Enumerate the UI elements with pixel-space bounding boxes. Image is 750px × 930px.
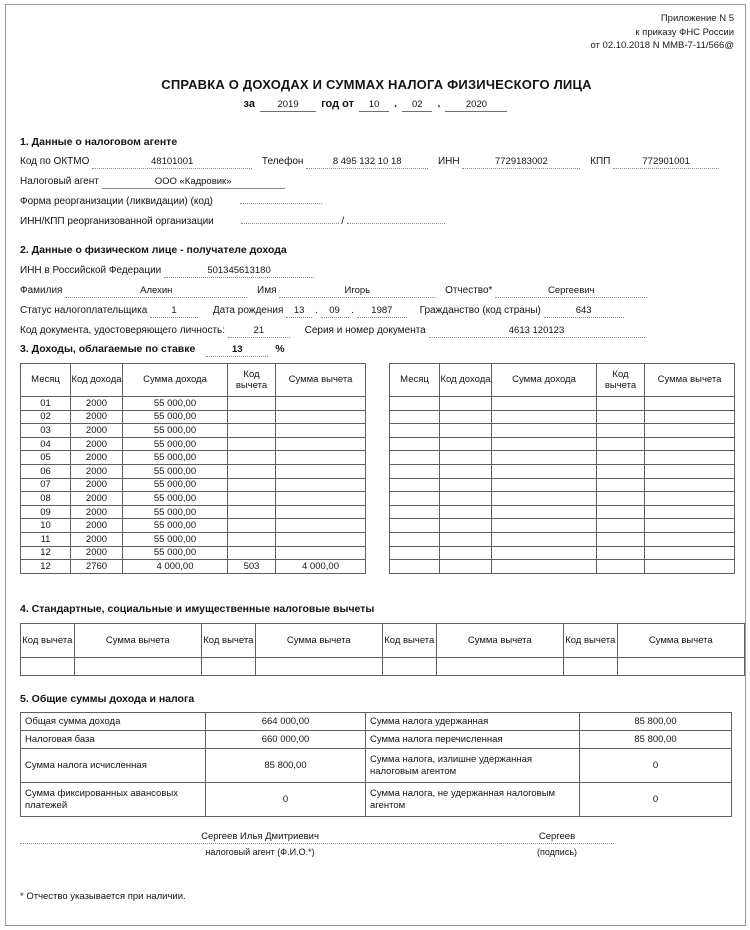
column-header-deduction-sum-3: Сумма вычета	[436, 624, 563, 658]
cell-income-code[interactable]: 2000	[71, 410, 123, 424]
cell-month[interactable]	[390, 410, 440, 424]
cell-income-code[interactable]	[440, 546, 492, 560]
table-row[interactable]	[390, 410, 735, 424]
table-row[interactable]	[21, 713, 732, 731]
cell-deduction-sum[interactable]	[276, 505, 366, 519]
table-row[interactable]	[390, 424, 735, 438]
cell-month[interactable]: 02	[21, 410, 71, 424]
cell-income-sum[interactable]	[492, 505, 597, 519]
total-label-tax-not-withheld: Сумма налога, не удержанная налоговым агентом	[366, 783, 580, 817]
cell-deduction-code[interactable]	[597, 492, 645, 506]
total-label-tax-withheld: Сумма налога удержанная	[366, 713, 580, 731]
signature-field[interactable]: Сергеев	[500, 831, 614, 844]
signature-caption: (подпись)	[536, 847, 578, 857]
total-value-tax-withheld[interactable]: 85 800,00	[580, 713, 732, 731]
cell-income-code[interactable]	[440, 397, 492, 411]
cell-month[interactable]	[390, 437, 440, 451]
reorg-inn-field[interactable]	[241, 222, 339, 224]
birth-date-label: Дата рождения	[212, 305, 284, 316]
cell-income-code[interactable]	[440, 437, 492, 451]
year-field[interactable]: 2019	[260, 99, 316, 112]
section-2-row-3	[20, 305, 624, 318]
total-label-tax-transferred: Сумма налога перечисленная	[366, 731, 580, 749]
cell-income-sum[interactable]	[492, 451, 597, 465]
cell-income-code[interactable]: 2000	[71, 505, 123, 519]
cell-income-code[interactable]: 2000	[71, 492, 123, 506]
reorg-inn-kpp-label: ИНН/КПП реорганизованной организации	[20, 216, 214, 227]
cell-deduction-sum[interactable]	[645, 532, 735, 546]
cell-deduction-code[interactable]	[228, 478, 276, 492]
oktmo-field[interactable]: 48101001	[92, 156, 252, 169]
document-title: СПРАВКА О ДОХОДАХ И СУММАХ НАЛОГА ФИЗИЧЕСКОГО ЛИЦА	[161, 77, 592, 92]
document-reference-line-3: от 02.10.2018 N ММВ-7-11/566@	[590, 40, 734, 51]
cell-deduction-sum[interactable]	[645, 451, 735, 465]
total-value-tax-not-withheld[interactable]: 0	[580, 783, 732, 817]
column-header-deduction-code: Код вычета	[228, 364, 276, 397]
za-label: за	[243, 98, 255, 110]
cell-month[interactable]: 12	[21, 560, 71, 574]
document-number-label: Серия и номер документа	[304, 325, 426, 336]
cell-income-sum[interactable]: 55 000,00	[123, 505, 228, 519]
cell-income-sum[interactable]: 55 000,00	[123, 532, 228, 546]
total-value-tax-transferred[interactable]: 85 800,00	[580, 731, 732, 749]
birth-year-field[interactable]: 1987	[357, 305, 407, 318]
cell-income-sum[interactable]	[492, 560, 597, 574]
table-row[interactable]	[390, 464, 735, 478]
document-code-field[interactable]: 21	[228, 325, 290, 338]
income-table-left	[20, 363, 366, 574]
table-row[interactable]	[21, 731, 732, 749]
column-header-deduction-sum-2: Сумма вычета	[255, 624, 382, 658]
table-row[interactable]	[390, 532, 735, 546]
section-3-heading	[20, 343, 285, 357]
citizenship-field[interactable]: 643	[544, 305, 624, 318]
deductions-table-body	[21, 658, 745, 676]
cell-deduction-sum[interactable]	[645, 546, 735, 560]
cell-month[interactable]: 08	[21, 492, 71, 506]
cell-income-code[interactable]: 2000	[71, 397, 123, 411]
section-2-heading: 2. Данные о физическом лице - получателе дохода	[20, 244, 287, 256]
cell-deduction-sum-1[interactable]	[74, 658, 201, 676]
table-row[interactable]	[21, 532, 366, 546]
column-header-deduction-code-2: Код вычета	[201, 624, 255, 658]
cell-month[interactable]	[390, 546, 440, 560]
patronymic-field[interactable]: Сергеевич	[495, 285, 647, 298]
column-header-deduction-code-3: Код вычета	[382, 624, 436, 658]
cell-deduction-sum[interactable]	[645, 505, 735, 519]
cell-income-code[interactable]	[440, 519, 492, 533]
cell-deduction-code[interactable]	[228, 464, 276, 478]
column-header-month: Месяц	[21, 364, 71, 397]
column-header-income-sum: Сумма дохода	[123, 364, 228, 397]
cell-deduction-sum[interactable]	[276, 437, 366, 451]
column-header-deduction-sum-4: Сумма вычета	[617, 624, 744, 658]
reorg-slash: /	[341, 216, 345, 227]
table-row[interactable]	[21, 505, 366, 519]
kpp-label: КПП	[590, 156, 611, 167]
phone-field[interactable]: 8 495 132 10 18	[306, 156, 428, 169]
date-day-field[interactable]: 10	[359, 99, 389, 112]
document-period-line	[6, 98, 747, 112]
table-header-row	[21, 624, 745, 658]
cell-month[interactable]	[390, 397, 440, 411]
cell-deduction-code[interactable]: 503	[228, 560, 276, 574]
cell-income-code[interactable]: 2000	[71, 519, 123, 533]
document-number-field[interactable]: 4613 120123	[429, 325, 645, 338]
date-sep-2: .	[437, 98, 441, 110]
section-3-heading-text: 3. Доходы, облагаемые по ставке	[20, 343, 196, 355]
column-header-deduction-code-4: Код вычета	[563, 624, 617, 658]
document-page	[5, 4, 746, 926]
totals-table-body	[21, 713, 732, 817]
cell-deduction-code[interactable]	[228, 451, 276, 465]
cell-deduction-sum-2[interactable]	[255, 658, 382, 676]
cell-income-sum[interactable]: 4 000,00	[123, 560, 228, 574]
cell-month[interactable]: 03	[21, 424, 71, 438]
cell-deduction-code[interactable]	[597, 424, 645, 438]
cell-deduction-sum[interactable]	[276, 410, 366, 424]
table-row[interactable]	[21, 492, 366, 506]
cell-deduction-code[interactable]	[228, 505, 276, 519]
cell-month[interactable]: 10	[21, 519, 71, 533]
cell-income-sum[interactable]: 55 000,00	[123, 451, 228, 465]
cell-month[interactable]	[390, 505, 440, 519]
cell-income-sum[interactable]	[492, 546, 597, 560]
birth-day-field[interactable]: 13	[286, 305, 312, 318]
birth-month-field[interactable]: 09	[321, 305, 349, 318]
table-row[interactable]	[21, 464, 366, 478]
table-header-row	[21, 364, 366, 397]
cell-income-code[interactable]: 2000	[71, 464, 123, 478]
inn-field[interactable]: 7729183002	[462, 156, 580, 169]
inn-rf-field[interactable]: 501345613180	[164, 265, 314, 278]
column-header-deduction-sum: Сумма вычета	[645, 364, 735, 397]
cell-deduction-code[interactable]	[228, 397, 276, 411]
cell-deduction-code[interactable]	[228, 410, 276, 424]
cell-month[interactable]	[390, 492, 440, 506]
total-value-tax-overwithheld[interactable]: 0	[580, 749, 732, 783]
cell-month[interactable]: 11	[21, 532, 71, 546]
table-row[interactable]	[21, 478, 366, 492]
section-2-row-4	[20, 325, 645, 338]
cell-deduction-code[interactable]	[597, 437, 645, 451]
cell-deduction-sum[interactable]	[276, 397, 366, 411]
section-4-heading: 4. Стандартные, социальные и имущественные налоговые вычеты	[20, 603, 375, 615]
cell-income-sum[interactable]: 55 000,00	[123, 519, 228, 533]
cell-income-sum[interactable]: 55 000,00	[123, 424, 228, 438]
table-header-row	[390, 364, 735, 397]
cell-deduction-sum[interactable]	[645, 492, 735, 506]
cell-deduction-code[interactable]	[228, 546, 276, 560]
section-1-row-3	[20, 196, 322, 207]
cell-deduction-sum[interactable]	[276, 424, 366, 438]
document-reference-line-2: к приказу ФНС России	[635, 26, 734, 38]
cell-deduction-code[interactable]	[597, 410, 645, 424]
cell-income-sum[interactable]: 55 000,00	[123, 492, 228, 506]
cell-deduction-code[interactable]	[597, 532, 645, 546]
reorg-kpp-field[interactable]	[347, 222, 445, 224]
cell-deduction-code-1[interactable]	[21, 658, 75, 676]
total-label-fixed-advance: Сумма фиксированных авансовых платежей	[21, 783, 206, 817]
cell-income-code[interactable]: 2000	[71, 478, 123, 492]
cell-month[interactable]	[390, 478, 440, 492]
tax-agent-field[interactable]: ООО «Кадровик»	[102, 176, 285, 189]
table-row[interactable]	[21, 410, 366, 424]
cell-deduction-sum[interactable]	[276, 464, 366, 478]
totals-table	[20, 712, 732, 817]
document-code-label: Код документа, удостоверяющего личность:	[20, 325, 226, 336]
cell-income-code[interactable]: 2000	[71, 451, 123, 465]
document-reference	[590, 12, 734, 53]
cell-deduction-code[interactable]	[228, 437, 276, 451]
column-header-income-code: Код дохода	[440, 364, 492, 397]
total-value-tax-base[interactable]: 660 000,00	[206, 731, 366, 749]
cell-income-sum[interactable]: 55 000,00	[123, 478, 228, 492]
cell-deduction-code[interactable]	[597, 546, 645, 560]
cell-deduction-code[interactable]	[597, 519, 645, 533]
cell-month[interactable]	[390, 451, 440, 465]
firstname-field[interactable]: Игорь	[279, 285, 435, 298]
cell-income-sum[interactable]: 55 000,00	[123, 546, 228, 560]
table-row[interactable]	[21, 546, 366, 560]
cell-income-code[interactable]: 2000	[71, 424, 123, 438]
reorg-form-field[interactable]	[240, 202, 322, 204]
column-header-month: Месяц	[390, 364, 440, 397]
cell-income-code[interactable]	[440, 492, 492, 506]
cell-deduction-sum[interactable]: 4 000,00	[276, 560, 366, 574]
cell-income-sum[interactable]	[492, 532, 597, 546]
cell-income-sum[interactable]	[492, 424, 597, 438]
cell-income-sum[interactable]	[492, 492, 597, 506]
firstname-label: Имя	[257, 285, 277, 296]
tax-rate-field[interactable]: 13	[206, 344, 268, 357]
table-row[interactable]	[21, 424, 366, 438]
table-row[interactable]	[21, 451, 366, 465]
cell-income-sum[interactable]: 55 000,00	[123, 397, 228, 411]
cell-income-code[interactable]	[440, 424, 492, 438]
cell-deduction-code[interactable]	[228, 492, 276, 506]
birth-sep-2: .	[351, 305, 355, 316]
cell-income-code[interactable]: 2000	[71, 546, 123, 560]
cell-deduction-code[interactable]	[597, 505, 645, 519]
total-value-tax-calculated[interactable]: 85 800,00	[206, 749, 366, 783]
total-label-tax-calculated: Сумма налога исчисленная	[21, 749, 206, 783]
cell-income-sum[interactable]: 55 000,00	[123, 437, 228, 451]
cell-deduction-code-2[interactable]	[201, 658, 255, 676]
cell-income-sum[interactable]: 55 000,00	[123, 464, 228, 478]
table-row[interactable]	[390, 560, 735, 574]
date-month-field[interactable]: 02	[402, 99, 432, 112]
cell-income-sum[interactable]: 55 000,00	[123, 410, 228, 424]
lastname-label: Фамилия	[20, 285, 63, 296]
cell-income-code[interactable]	[440, 478, 492, 492]
income-table-right	[389, 363, 735, 574]
column-header-deduction-code-1: Код вычета	[21, 624, 75, 658]
cell-month[interactable]: 06	[21, 464, 71, 478]
table-row[interactable]	[390, 519, 735, 533]
table-row[interactable]	[390, 397, 735, 411]
cell-income-code[interactable]	[440, 560, 492, 574]
footnote: * Отчество указывается при наличии.	[20, 891, 186, 902]
table-row[interactable]	[390, 437, 735, 451]
cell-month[interactable]	[390, 424, 440, 438]
reorg-form-label: Форма реорганизации (ликвидации) (код)	[20, 196, 213, 207]
cell-deduction-sum[interactable]	[645, 437, 735, 451]
cell-deduction-sum[interactable]	[276, 532, 366, 546]
cell-month[interactable]: 05	[21, 451, 71, 465]
cell-deduction-sum[interactable]	[645, 424, 735, 438]
section-1-row-1	[20, 156, 719, 169]
section-1-row-4	[20, 216, 445, 227]
cell-month[interactable]: 09	[21, 505, 71, 519]
table-row[interactable]	[390, 546, 735, 560]
cell-income-sum[interactable]	[492, 478, 597, 492]
cell-deduction-code[interactable]	[597, 451, 645, 465]
total-value-income[interactable]: 664 000,00	[206, 713, 366, 731]
cell-deduction-sum[interactable]	[276, 546, 366, 560]
cell-deduction-sum[interactable]	[645, 464, 735, 478]
table-row[interactable]	[21, 560, 366, 574]
lastname-field[interactable]: Алехин	[65, 285, 247, 298]
god-ot-label: год от	[321, 98, 355, 110]
table-row[interactable]	[390, 451, 735, 465]
total-label-tax-base: Налоговая база	[21, 731, 206, 749]
table-row[interactable]	[21, 749, 732, 783]
cell-deduction-code[interactable]	[597, 397, 645, 411]
birth-sep-1: .	[314, 305, 318, 316]
table-row[interactable]	[21, 397, 366, 411]
kpp-field[interactable]: 772901001	[613, 156, 719, 169]
table-row[interactable]	[21, 437, 366, 451]
cell-deduction-code[interactable]	[597, 464, 645, 478]
cell-deduction-sum[interactable]	[276, 451, 366, 465]
cell-deduction-code[interactable]	[228, 424, 276, 438]
patronymic-label: Отчество*	[445, 285, 493, 296]
cell-deduction-sum-4[interactable]	[617, 658, 744, 676]
cell-income-sum[interactable]	[492, 410, 597, 424]
date-sep-1: .	[394, 98, 398, 110]
cell-income-code[interactable]: 2000	[71, 437, 123, 451]
cell-income-code[interactable]	[440, 464, 492, 478]
total-label-income: Общая сумма дохода	[21, 713, 206, 731]
inn-rf-label: ИНН в Российской Федерации	[20, 265, 162, 276]
cell-month[interactable]	[390, 560, 440, 574]
table-row[interactable]	[21, 519, 366, 533]
cell-deduction-sum[interactable]	[276, 478, 366, 492]
citizenship-label: Гражданство (код страны)	[419, 305, 541, 316]
section-1-row-2	[20, 176, 285, 189]
cell-month[interactable]	[390, 519, 440, 533]
total-value-fixed-advance[interactable]: 0	[206, 783, 366, 817]
cell-income-code[interactable]	[440, 410, 492, 424]
cell-month[interactable]	[390, 532, 440, 546]
tax-agent-label: Налоговый агент	[20, 176, 99, 187]
cell-income-code[interactable]	[440, 532, 492, 546]
cell-income-code[interactable]	[440, 451, 492, 465]
cell-income-sum[interactable]	[492, 464, 597, 478]
percent-sign: %	[275, 343, 285, 355]
income-table-right-body	[390, 397, 735, 574]
cell-income-sum[interactable]	[492, 397, 597, 411]
table-row[interactable]	[21, 783, 732, 817]
cell-deduction-sum[interactable]	[645, 519, 735, 533]
section-1-heading: 1. Данные о налоговом агенте	[20, 136, 178, 148]
cell-month[interactable]: 07	[21, 478, 71, 492]
phone-label: Телефон	[261, 156, 304, 167]
section-2-row-2	[20, 285, 647, 298]
table-row[interactable]	[21, 658, 745, 676]
cell-deduction-sum[interactable]	[645, 397, 735, 411]
cell-deduction-sum[interactable]	[645, 560, 735, 574]
income-table-left-body	[21, 397, 366, 574]
cell-month[interactable]: 01	[21, 397, 71, 411]
cell-deduction-code[interactable]	[597, 478, 645, 492]
section-5-heading: 5. Общие суммы дохода и налога	[20, 693, 195, 705]
cell-income-code[interactable]: 2760	[71, 560, 123, 574]
oktmo-label: Код по ОКТМО	[20, 156, 90, 167]
cell-deduction-sum[interactable]	[645, 478, 735, 492]
cell-deduction-sum[interactable]	[276, 519, 366, 533]
cell-month[interactable]: 04	[21, 437, 71, 451]
taxpayer-status-field[interactable]: 1	[150, 305, 198, 318]
cell-deduction-sum-3[interactable]	[436, 658, 563, 676]
cell-deduction-code[interactable]	[597, 560, 645, 574]
inn-label: ИНН	[437, 156, 460, 167]
document-reference-line-1: Приложение N 5	[660, 13, 734, 24]
cell-deduction-sum[interactable]	[645, 410, 735, 424]
date-year-field[interactable]: 2020	[445, 99, 507, 112]
cell-deduction-code[interactable]	[228, 532, 276, 546]
table-row[interactable]	[390, 478, 735, 492]
cell-month[interactable]: 12	[21, 546, 71, 560]
cell-deduction-code-4[interactable]	[563, 658, 617, 676]
column-header-deduction-sum-1: Сумма вычета	[74, 624, 201, 658]
cell-income-code[interactable]	[440, 505, 492, 519]
cell-deduction-code-3[interactable]	[382, 658, 436, 676]
table-row[interactable]	[390, 492, 735, 506]
cell-income-sum[interactable]	[492, 437, 597, 451]
deductions-table	[20, 623, 745, 676]
section-2-row-1	[20, 265, 314, 278]
table-row[interactable]	[390, 505, 735, 519]
cell-income-sum[interactable]	[492, 519, 597, 533]
agent-name-caption: налоговый агент (Ф.И.О.*)	[205, 847, 315, 857]
column-header-income-code: Код дохода	[71, 364, 123, 397]
cell-month[interactable]	[390, 464, 440, 478]
cell-deduction-code[interactable]	[228, 519, 276, 533]
taxpayer-status-label: Статус налогоплательщика	[20, 305, 148, 316]
total-label-tax-overwithheld: Сумма налога, излишне удержанная налоговым агентом	[366, 749, 580, 783]
column-header-deduction-sum: Сумма вычета	[276, 364, 366, 397]
column-header-deduction-code: Код вычета	[597, 364, 645, 397]
agent-name-field[interactable]: Сергеев Илья Дмитриевич	[20, 831, 500, 844]
column-header-income-sum: Сумма дохода	[492, 364, 597, 397]
cell-deduction-sum[interactable]	[276, 492, 366, 506]
cell-income-code[interactable]: 2000	[71, 532, 123, 546]
